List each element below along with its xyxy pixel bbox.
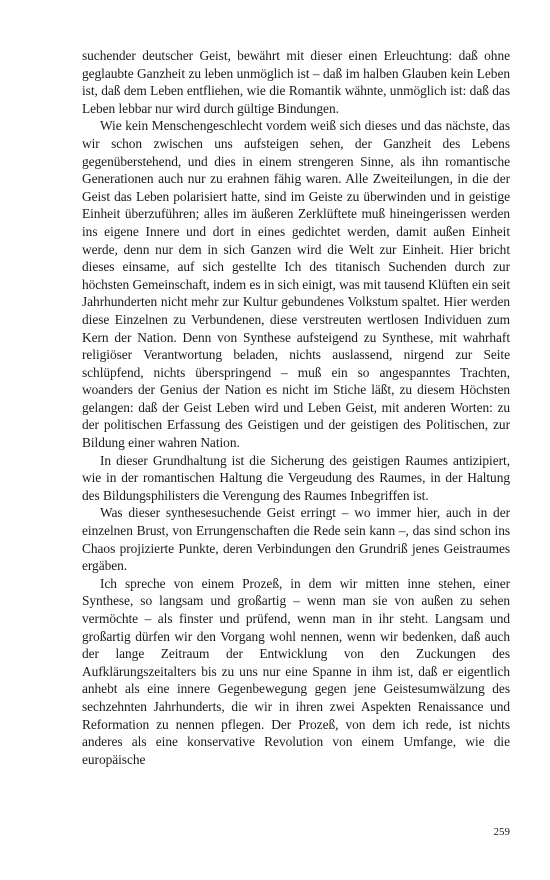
body-text (82, 47, 510, 768)
paragraph-1: suchender deutscher Geist, bewährt mit dieser einen Erleuchtung: daß ohne geglaubte Ganzheit zu leben unmöglich ist – daß im halben Glauben kein Leben ist, daß dem Leben entfliehen, wie die Romantik wähnte, unmöglich ist: daß das Leben lebbar nur wird durch gültige Bindungen. (82, 48, 510, 116)
paragraph-3: In dieser Grundhaltung ist die Sicherung des geistigen Raumes antizipiert, wie in der romantischen Haltung die Vergeudung des Raumes, in der Haltung des Bildungsphilisters die Verengung des Raumes Inbegriffen ist. (82, 452, 510, 503)
paragraph-2: Wie kein Menschengeschlecht vordem weiß sich dieses und das nächste, das wir schon zwischen uns aufsteigen sehen, der Ganzheit des Lebens gegenüberstehend, und dies in einem strengeren Sinne, als ihn romantische Generationen auch nur zu erahnen fähig waren. Alle Zweiteilungen, in die der Geist das Leben polarisiert hatte, sind im Geiste zu überwinden und in geistige Einheit überzuführen; alles im äußeren Zerklüftete muß hineingerissen werden ins eigene Innere und dort in eines gedichtet werden, damit außen Einheit werde, denn nur dem in sich Ganzen wird die Welt zur Einheit. Hier bricht dieses einsame, auf sich gestellte Ich des titanisch Suchenden durch zur höchsten Gemeinschaft, indem es in sich einigt, was mit tausend Klüften ein seit Jahrhunderten nicht mehr zur Kultur gebundenes Volkstum spaltet. Hier werden diese Einzelnen zu Verbundenen, diese verstreuten wertlosen Individuen zum Kern der Nation. Denn von Synthese aufsteigend zu Synthese, mit wahrhaft religiöser Verantwortung beladen, nichts auslassend, nirgend zur Seite schlüpfend, nichts überspringend – muß ein so angespanntes Trachten, woanders der Genius der Nation es nicht im Stiche läßt, zu diesem Höchsten gelangen: daß der Geist Leben wird und Leben Geist, mit anderen Worten: zu der politischen Erfassung des Geistigen und der geistigen des Politischen, zur Bildung einer wahren Nation. (82, 118, 510, 451)
paragraph-4: Was dieser synthesesuchende Geist erringt – wo immer hier, auch in der einzelnen Brust, von Errungenschaften die Rede sein kann –, das sind schon ins Chaos projizierte Punkte, deren Verbindungen den Grundriß jenes Geistraumes ergäben. (82, 505, 510, 574)
paragraph-5: Ich spreche von einem Prozeß, in dem wir mitten inne stehen, einer Synthese, so langsam und großartig – wenn man sie von außen zu sehen vermöchte – als finster und prüfend, wenn man in ihr steht. Langsam und großartig dürfen wir den Vorgang wohl nennen, wenn wir bedenken, daß auch der lange Zeitraum der Entwicklung von den Zuckungen des Aufklärungszeitalters bis zu uns nur eine Spanne in ihm ist, daß er eigentlich anhebt als eine innere Gegenbewegung gegen jene Geistesumwälzung des sechzehnten Jahrhunderts, die wir in ihren zwei Aspekten Renaissance und Reformation zu nennen pflegen. Der Prozeß, von dem ich rede, ist nichts anderes als eine konservative Revolution von einem Umfange, wie die europäische (82, 575, 510, 767)
page-number: 259 (493, 826, 510, 838)
